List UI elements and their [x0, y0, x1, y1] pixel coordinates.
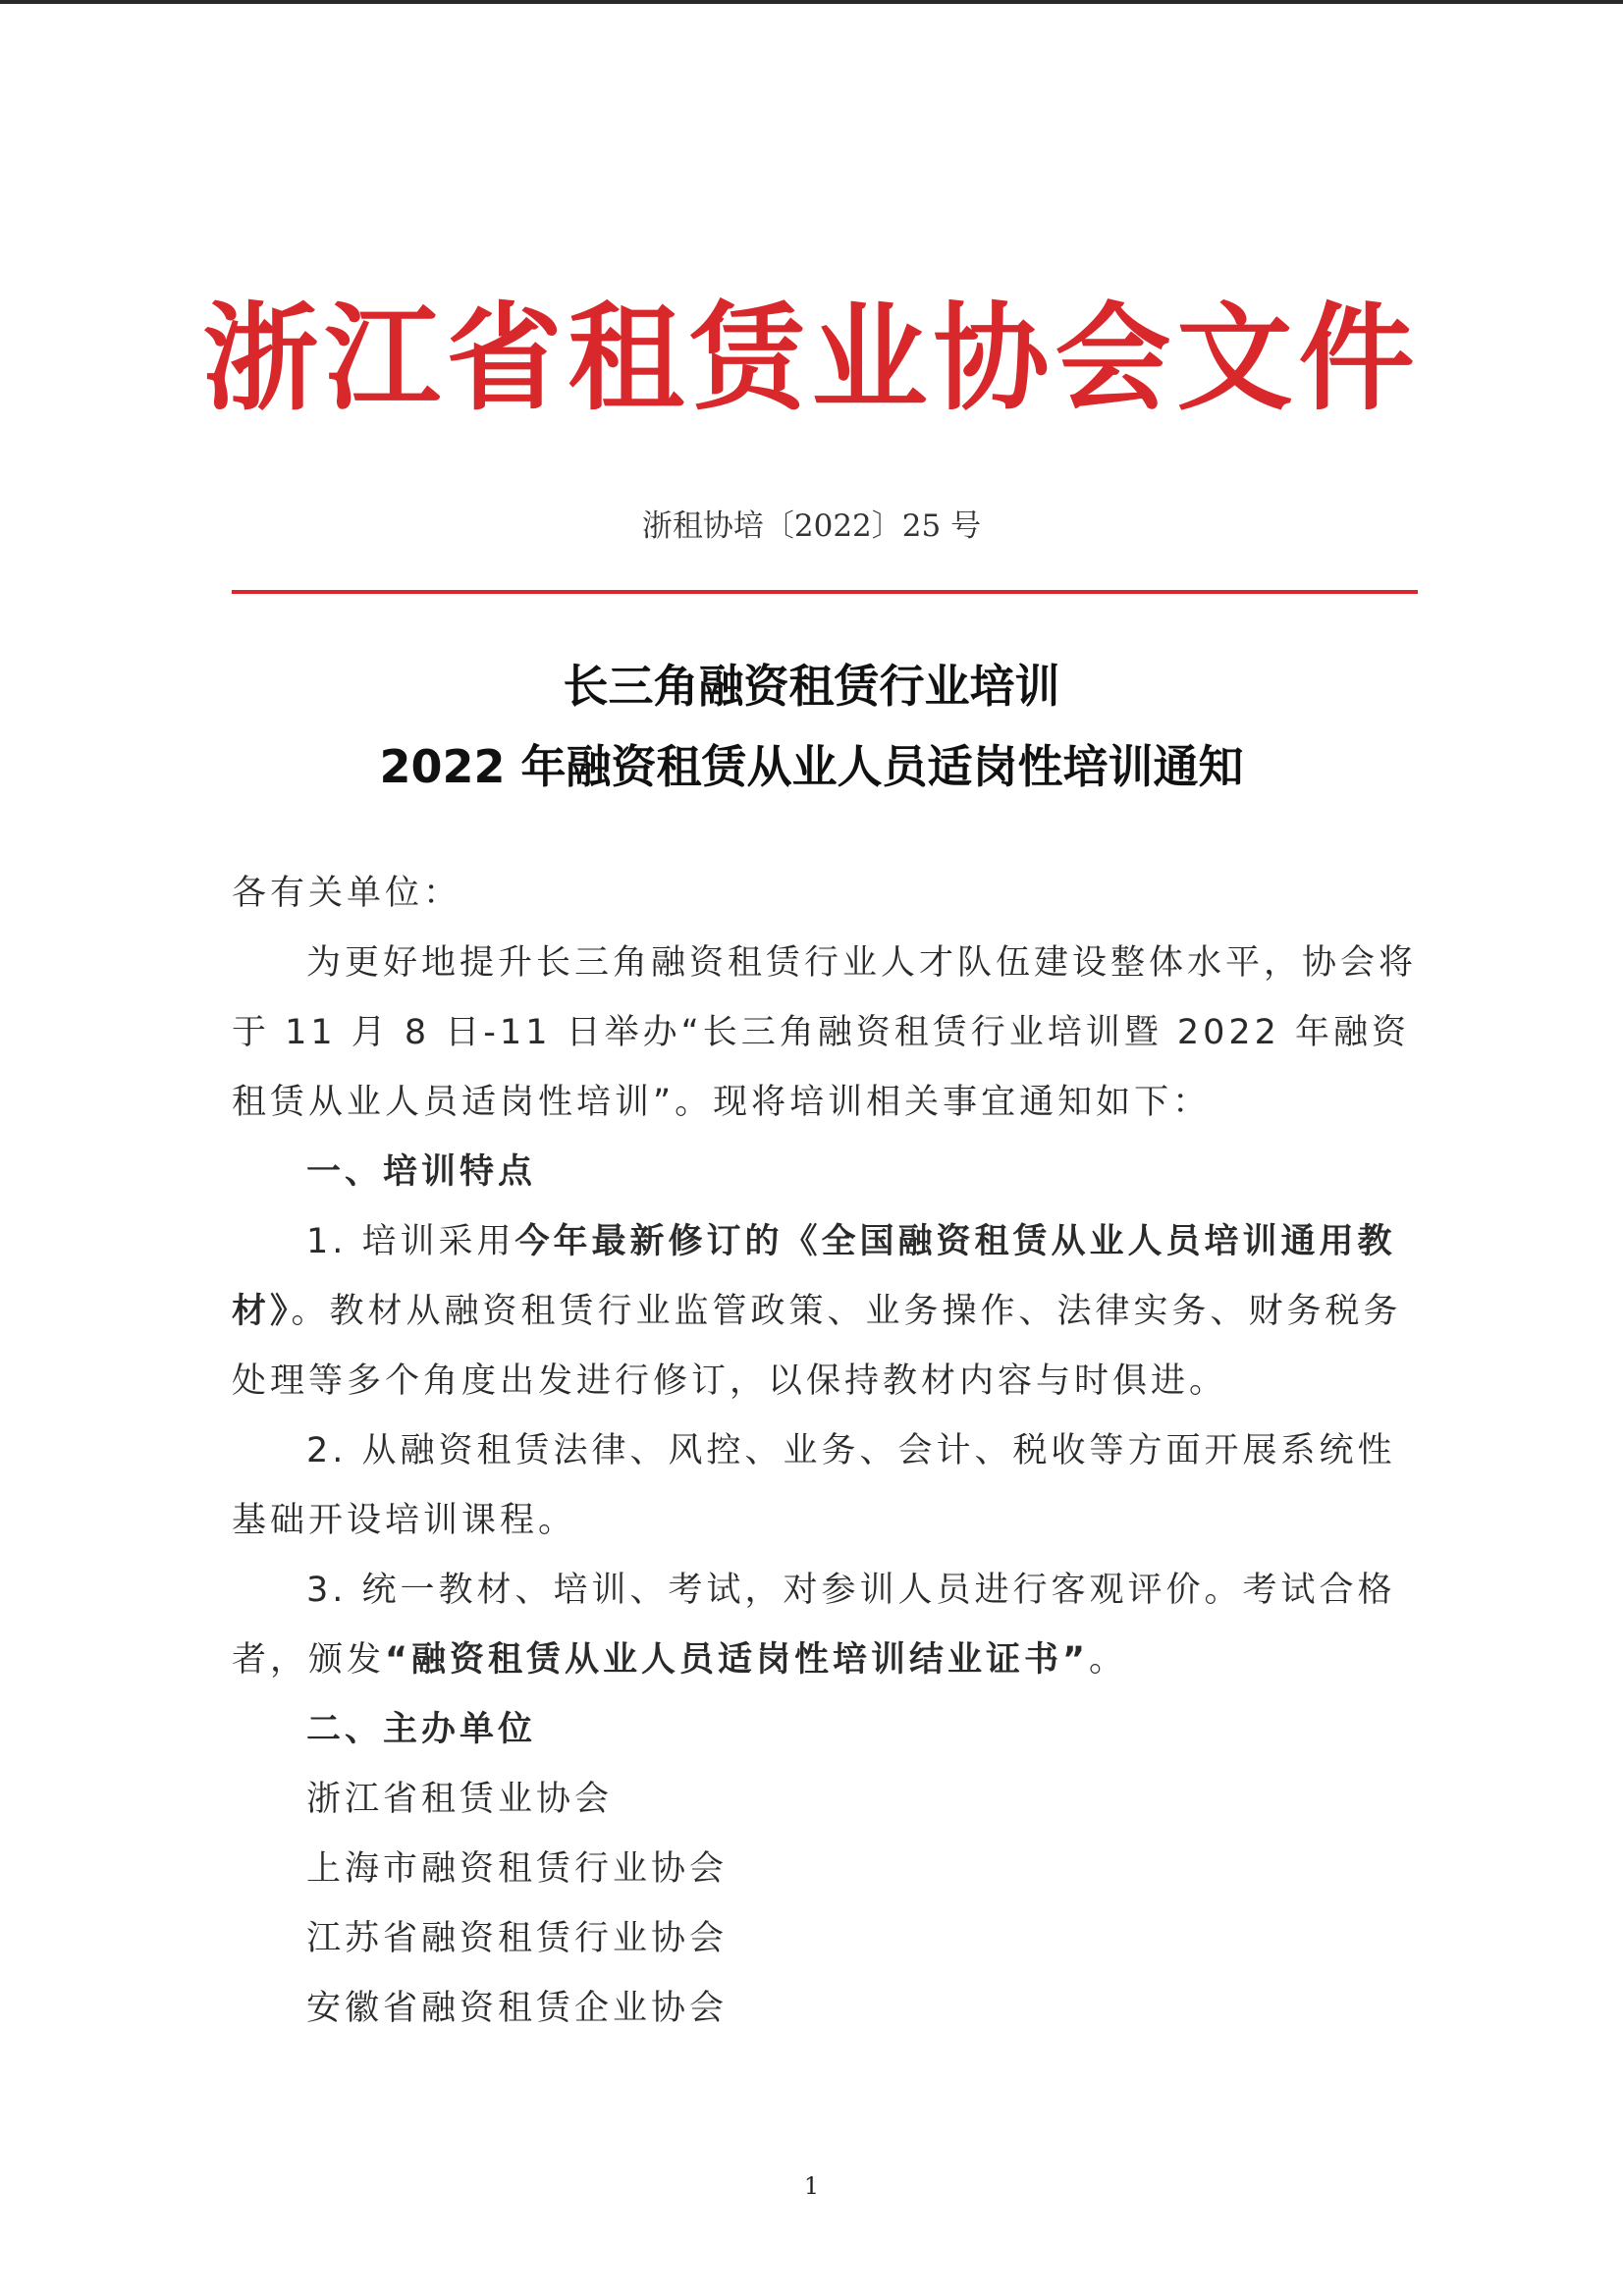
organizer-item: 上海市融资租赁行业协会 — [306, 1849, 729, 1889]
document-header-title: 浙江省租赁业协会文件 — [202, 290, 1421, 426]
organizer-item: 浙江省租赁业协会 — [306, 1780, 614, 1819]
document-number: 浙租协培〔2022〕25 号 — [641, 508, 982, 544]
page-number: 1 — [803, 2172, 820, 2200]
salutation: 各有关单位： — [232, 874, 462, 913]
section-heading-organizers: 二、主办单位 — [306, 1710, 537, 1749]
notice-title-line1: 长三角融资租赁行业培训 — [563, 660, 1060, 713]
feature-item-3-suffix: 。 — [1089, 1640, 1128, 1680]
feature-item-3-bold: “融资租赁从业人员适岗性培训结业证书” — [385, 1640, 1090, 1680]
feature-item-1-prefix: 1. 培训采用 — [306, 1222, 515, 1261]
section-heading-features: 一、培训特点 — [306, 1152, 537, 1192]
intro-paragraph: 为更好地提升长三角融资租赁行业人才队伍建设整体水平，协会将于 11 月 8 日-11 日举办“长三角融资租赁行业培训暨 2022 年融资租赁从业人员适岗性培训”。现将培训相关事宜通知如下： — [232, 943, 1418, 1122]
feature-item-1-bold: 今年最新修订的《全国融资租赁从业人员培训通用教材》 — [232, 1222, 1396, 1331]
document-body — [232, 859, 1430, 2044]
feature-item-3 — [232, 1556, 1430, 1695]
organizer-item: 安徽省融资租赁企业协会 — [306, 1989, 729, 2028]
feature-item-1 — [232, 1207, 1430, 1416]
notice-title-line2: 2022 年融资租赁从业人员适岗性培训通知 — [379, 740, 1244, 793]
feature-item-2: 2. 从融资租赁法律、风控、业务、会计、税收等方面开展系统性基础开设培训课程。 — [232, 1431, 1396, 1540]
feature-item-1-rest: 。教材从融资租赁行业监管政策、业务操作、法律实务、财务税务处理等多个角度出发进行修订，以保持教材内容与时俱进。 — [232, 1292, 1402, 1401]
scan-edge — [0, 0, 1623, 4]
red-divider — [232, 590, 1418, 594]
feature-item-3-prefix: 3. 统一教材、培训、考试，对参训人员进行客观评价。考试合格者，颁发 — [232, 1571, 1396, 1680]
organizer-item: 江苏省融资租赁行业协会 — [306, 1919, 729, 1958]
